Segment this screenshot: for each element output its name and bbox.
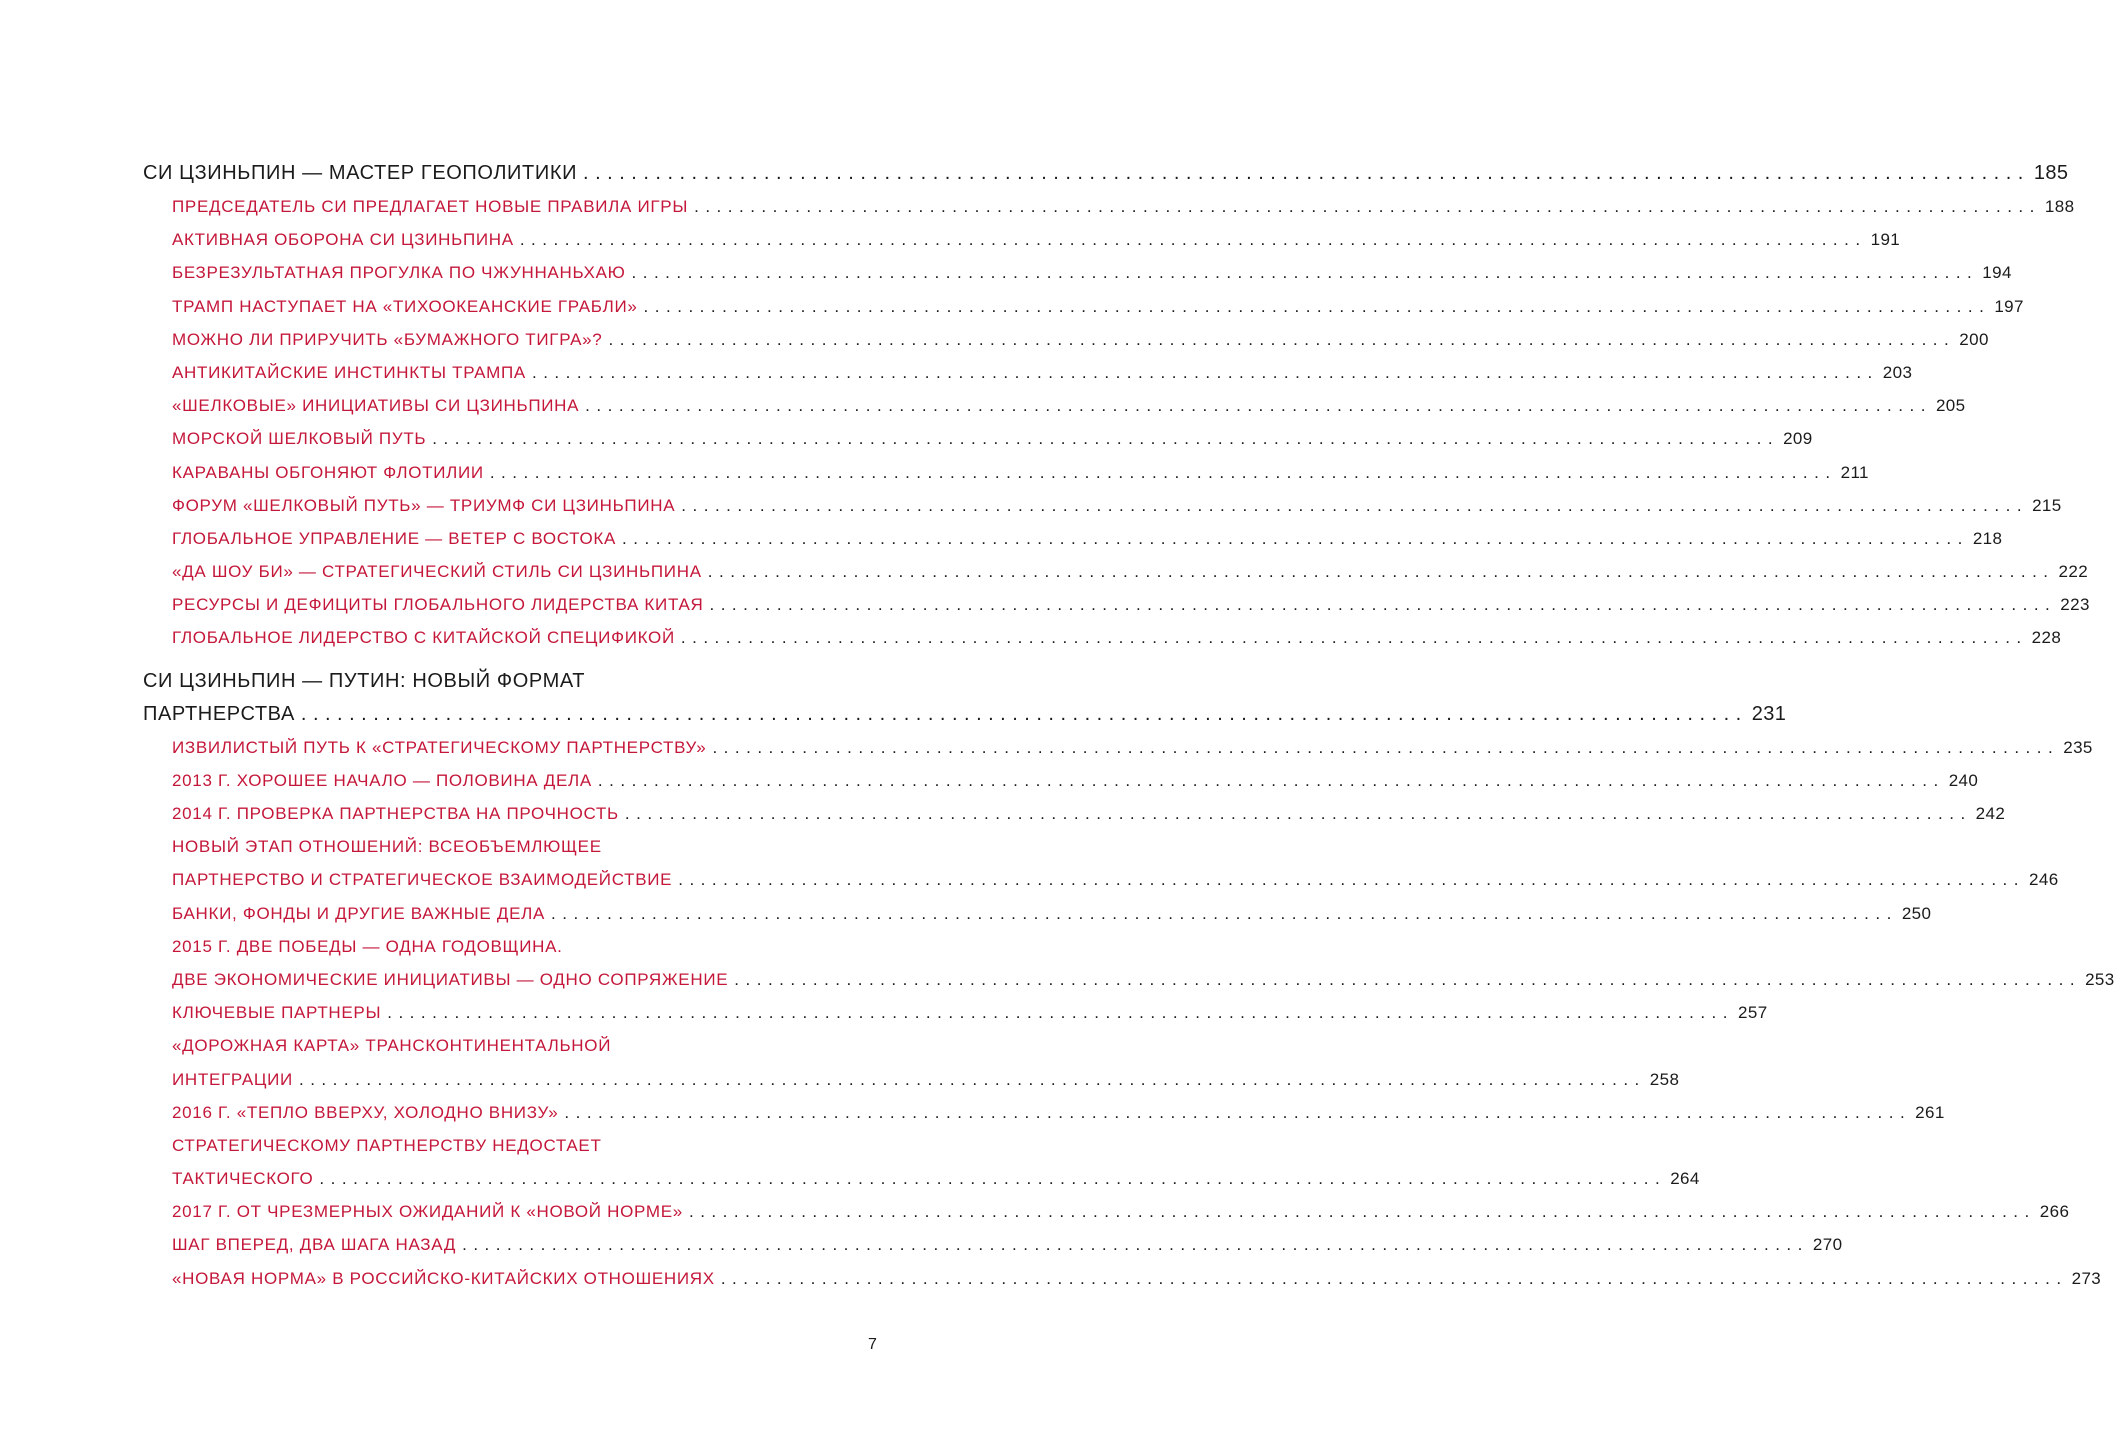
page-ref: 253 [2085, 969, 2115, 989]
section-title: ШАГ ВПЕРЕД, ДВА ШАГА НАЗАД [172, 1235, 457, 1255]
toc-section [143, 456, 1869, 489]
page-ref: 242 [1975, 804, 2006, 823]
dot-leader: ........................................................................................................................ [624, 804, 1972, 823]
page-ref: 211 [1840, 462, 1869, 482]
section-title-line: «ДОРОЖНАЯ КАРТА» ТРАНСКОНТИНЕНТАЛЬНОЙ [172, 1036, 612, 1056]
section-title: РЕСУРСЫ И ДЕФИЦИТЫ ГЛОБАЛЬНОГО ЛИДЕРСТВА КИТАЯ [172, 595, 704, 615]
dot-leader: ........................................................................................................................ [300, 702, 1748, 725]
dot-leader: ........................................................................................................................ [489, 462, 1837, 482]
toc-section [143, 1228, 1843, 1261]
section-title: БЕЗРЕЗУЛЬТАТНАЯ ПРОГУЛКА ПО ЧЖУННАНЬХАЮ [172, 263, 626, 283]
page-number: 7 [868, 1336, 877, 1353]
toc-section [143, 389, 1966, 422]
toc-section [143, 1096, 1945, 1129]
page-ref: 218 [1972, 528, 2003, 548]
section-title: «НОВАЯ НОРМА» В РОССИЙСКО-КИТАЙСКИХ ОТНОШЕНИЯХ [172, 1268, 715, 1288]
page-ref: 215 [2032, 495, 2062, 515]
section-title: БАНКИ, ФОНДЫ И ДРУГИЕ ВАЖНЫЕ ДЕЛА [172, 903, 546, 923]
section-title: ИНТЕГРАЦИИ [172, 1069, 293, 1089]
section-title: ФОРУМ «ШЕЛКОВЫЙ ПУТЬ» — ТРИУМФ СИ ЦЗИНЬПИНА [172, 495, 676, 515]
dot-leader: ........................................................................................................................ [597, 770, 1945, 790]
page-ref: 266 [2039, 1202, 2070, 1222]
dot-leader: ........................................................................................................................ [564, 1102, 1912, 1122]
page-ref: 194 [1982, 263, 2012, 283]
section-title: ГЛОБАЛЬНОЕ УПРАВЛЕНИЕ — ВЕТЕР С ВОСТОКА [172, 528, 617, 548]
toc-section [143, 1262, 2102, 1295]
section-title: МОЖНО ЛИ ПРИРУЧИТЬ «БУМАЖНОГО ТИГРА»? [172, 329, 603, 349]
dot-leader: ........................................................................................................................ [709, 595, 2057, 615]
page-ref: 258 [1649, 1069, 1680, 1089]
toc-section [143, 731, 2093, 764]
dot-leader: ........................................................................................................................ [707, 562, 2055, 582]
toc-chapter-2-title-line [143, 665, 850, 698]
dot-leader: ........................................................................................................................ [622, 528, 1969, 548]
toc-section [143, 588, 2090, 621]
section-title: ДВЕ ЭКОНОМИЧЕСКИЕ ИНИЦИАТИВЫ — ОДНО СОПРЯЖЕНИЕ [172, 969, 729, 989]
toc-section-title-line [143, 1129, 850, 1162]
page-ref: 223 [2060, 595, 2090, 615]
page-ref: 231 [1751, 702, 1787, 725]
section-title-line: СТРАТЕГИЧЕСКОМУ ПАРТНЕРСТВУ НЕДОСТАЕТ [172, 1135, 602, 1155]
section-title: 2017 Г. ОТ ЧРЕЗМЕРНЫХ ОЖИДАНИЙ К «НОВОЙ НОРМЕ» [172, 1202, 683, 1222]
page-ref: 264 [1670, 1169, 1700, 1189]
dot-leader: ........................................................................................................................ [678, 870, 2025, 890]
toc-section [143, 190, 2075, 223]
toc-section [143, 797, 2006, 830]
section-title: АКТИВНАЯ ОБОРОНА СИ ЦЗИНЬПИНА [172, 230, 514, 250]
toc-section [143, 256, 2012, 289]
dot-leader: ........................................................................................................................ [688, 1202, 2036, 1222]
section-title: «ДА ШОУ БИ» — СТРАТЕГИЧЕСКИЙ СТИЛЬ СИ ЦЗИНЬПИНА [172, 562, 702, 582]
section-title: АНТИКИТАЙСКИЕ ИНСТИНКТЫ ТРАМПА [172, 362, 526, 382]
page-ref: 222 [2058, 562, 2089, 582]
chapter-title-line: СИ ЦЗИНЬПИН — ПУТИН: НОВЫЙ ФОРМАТ [143, 669, 586, 692]
toc-section [143, 323, 1989, 356]
toc-section [143, 1162, 1700, 1195]
dot-leader: ........................................................................................................................ [387, 1003, 1734, 1023]
toc-section [143, 356, 1913, 389]
page-ref: 209 [1783, 429, 1813, 449]
dot-leader: ........................................................................................................................ [680, 628, 2028, 648]
section-title: МОРСКОЙ ШЕЛКОВЫЙ ПУТЬ [172, 429, 427, 449]
page-ref: 191 [1870, 230, 1901, 250]
toc-chapter-1 [143, 157, 2069, 190]
section-title: ИЗВИЛИСТЫЙ ПУТЬ К «СТРАТЕГИЧЕСКОМУ ПАРТНЕРСТВУ» [172, 737, 707, 757]
section-title: ПАРТНЕРСТВО И СТРАТЕГИЧЕСКОЕ ВЗАИМОДЕЙСТВИЕ [172, 870, 673, 890]
toc-section-title-line [143, 1029, 850, 1062]
table-of-contents [143, 157, 2115, 1295]
page-ref: 197 [1994, 296, 2024, 316]
toc-section [143, 863, 2059, 896]
toc-section [143, 422, 1813, 455]
section-title: КАРАВАНЫ ОБГОНЯЮТ ФЛОТИЛИИ [172, 462, 484, 482]
section-title: 2016 Г. «ТЕПЛО ВВЕРХУ, ХОЛОДНО ВНИЗУ» [172, 1102, 559, 1122]
page-ref: 270 [1812, 1235, 1843, 1255]
page-ref: 261 [1915, 1102, 1945, 1122]
toc-section [143, 621, 2062, 654]
dot-leader: ........................................................................................................................ [643, 296, 1991, 316]
section-title: ПРЕДСЕДАТЕЛЬ СИ ПРЕДЛАГАЕТ НОВЫЕ ПРАВИЛА ИГРЫ [172, 197, 689, 216]
chapter-title: СИ ЦЗИНЬПИН — МАСТЕР ГЕОПОЛИТИКИ [143, 162, 578, 184]
dot-leader: ........................................................................................................................ [608, 329, 1956, 349]
page-ref: 250 [1901, 903, 1932, 923]
dot-leader: ........................................................................................................................ [519, 230, 1867, 250]
page-ref: 257 [1738, 1003, 1768, 1023]
dot-leader: ........................................................................................................................ [585, 396, 1932, 416]
page-ref: 235 [2063, 737, 2093, 757]
dot-leader: ........................................................................................................................ [462, 1235, 1809, 1255]
toc-section [143, 555, 2089, 588]
dot-leader: ........................................................................................................................ [720, 1268, 2068, 1288]
section-title: ТАКТИЧЕСКОГО [172, 1169, 314, 1189]
toc-section [143, 223, 1901, 256]
dot-leader: ........................................................................................................................ [631, 263, 1979, 283]
dot-leader: ........................................................................................................................ [319, 1169, 1667, 1189]
section-title: «ШЕЛКОВЫЕ» ИНИЦИАТИВЫ СИ ЦЗИНЬПИНА [172, 396, 580, 416]
toc-section-title-line [143, 930, 850, 963]
dot-leader: ........................................................................................................................ [681, 495, 2029, 515]
section-title: КЛЮЧЕВЫЕ ПАРТНЕРЫ [172, 1003, 382, 1023]
page-ref: 188 [2044, 197, 2075, 216]
dot-leader: ........................................................................................................................ [551, 903, 1898, 923]
section-title-line: 2015 Г. ДВЕ ПОБЕДЫ — ОДНА ГОДОВЩИНА. [172, 936, 563, 956]
toc-section [143, 290, 2024, 323]
section-title: ТРАМП НАСТУПАЕТ НА «ТИХООКЕАНСКИЕ ГРАБЛИ» [172, 296, 638, 316]
page-ref: 200 [1959, 329, 1989, 349]
page-ref: 246 [2029, 870, 2059, 890]
toc-section [143, 489, 2062, 522]
toc-section [143, 963, 2115, 996]
toc-section [143, 1063, 1680, 1096]
dot-leader: ........................................................................................................................ [432, 429, 1780, 449]
dot-leader: ........................................................................................................................ [694, 197, 2041, 216]
page-ref: 228 [2031, 628, 2062, 648]
dot-leader: ........................................................................................................................ [712, 737, 2060, 757]
dot-leader: ........................................................................................................................ [298, 1069, 1646, 1089]
toc-section [143, 764, 1979, 797]
page-ref: 240 [1948, 770, 1979, 790]
dot-leader: ........................................................................................................................ [531, 362, 1879, 382]
chapter-title: ПАРТНЕРСТВА [143, 702, 295, 725]
toc-section [143, 996, 1768, 1029]
page-ref: 203 [1882, 362, 1913, 382]
page-ref: 185 [2033, 162, 2069, 184]
toc-chapter-2 [143, 698, 1787, 731]
section-title-line: НОВЫЙ ЭТАП ОТНОШЕНИЙ: ВСЕОБЪЕМЛЮЩЕЕ [172, 837, 602, 857]
section-title: 2013 Г. ХОРОШЕЕ НАЧАЛО — ПОЛОВИНА ДЕЛА [172, 770, 592, 790]
section-title: ГЛОБАЛЬНОЕ ЛИДЕРСТВО С КИТАЙСКОЙ СПЕЦИФИКОЙ [172, 628, 675, 648]
dot-leader: ........................................................................................................................ [583, 162, 2030, 184]
toc-section [143, 897, 1932, 930]
dot-leader: ........................................................................................................................ [734, 969, 2082, 989]
page-ref: 205 [1935, 396, 1966, 416]
chapter-1-sections [143, 190, 2090, 655]
toc-section-title-line [143, 830, 850, 863]
toc-section [143, 522, 2003, 555]
toc-section [143, 1195, 2070, 1228]
section-title: 2014 Г. ПРОВЕРКА ПАРТНЕРСТВА НА ПРОЧНОСТЬ [172, 804, 619, 823]
page-ref: 273 [2071, 1268, 2102, 1288]
chapter-2-sections [143, 731, 2115, 1295]
